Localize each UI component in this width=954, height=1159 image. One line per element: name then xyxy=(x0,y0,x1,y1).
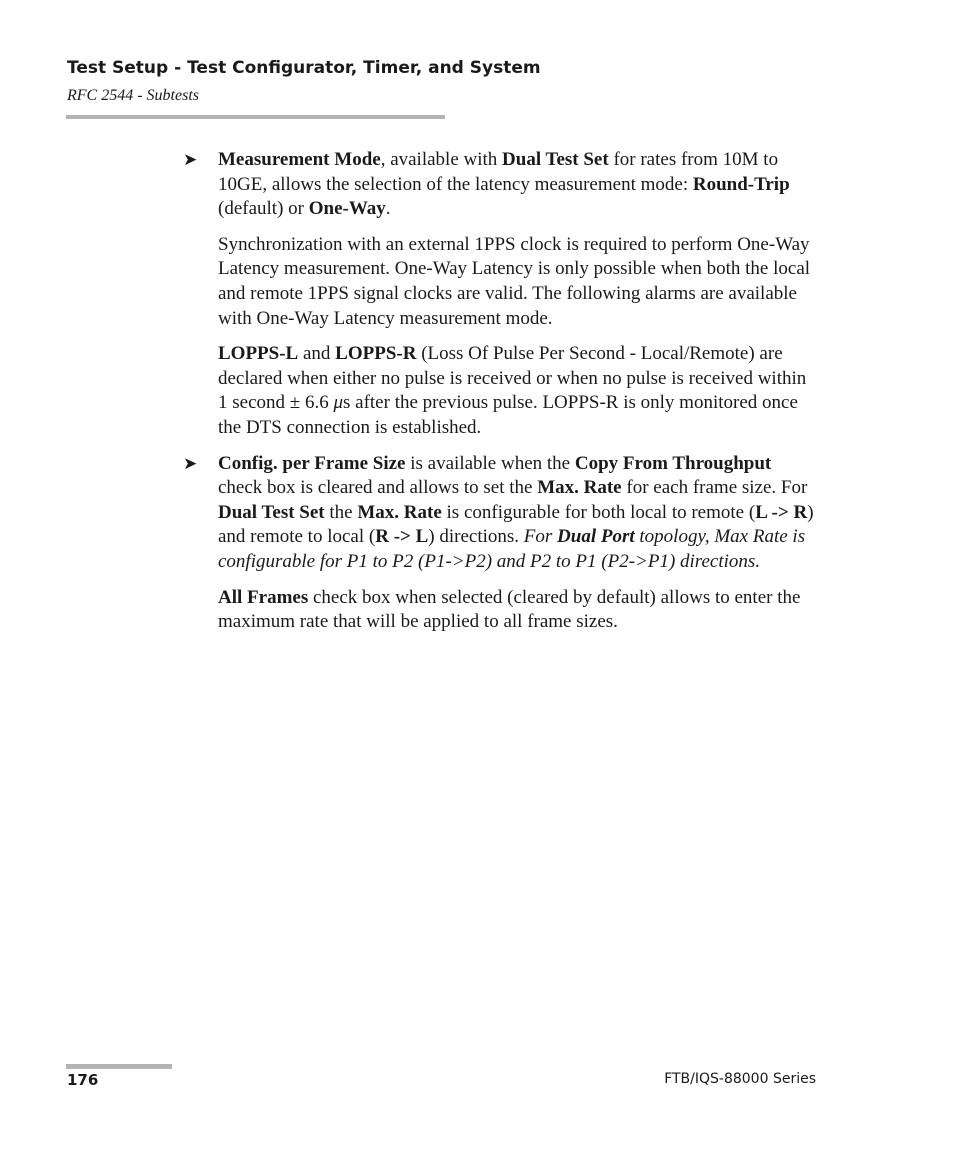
bullet-arrow-icon: ➤ xyxy=(183,453,198,473)
paragraph-synchronization: Synchronization with an external 1PPS clock is required to perform One-Way Latency measurement. One-Way Latency is only possible when both the local and remote 1PPS signal clocks are valid. The following alarms are available with One-Way Latency measurement mode. xyxy=(218,233,811,329)
paragraph-lopps: LOPPS-L and LOPPS-R (Loss Of Pulse Per Second - Local/Remote) are declared when either no pulse is received or when no pulse is received within 1 second ± 6.6 μs after the previous pulse. LOPPS-R is only monitored once the DTS connection is established. xyxy=(218,343,807,438)
header-divider xyxy=(66,115,445,119)
term-config-per-frame-size: Config. per Frame Size xyxy=(218,452,406,474)
bullet-arrow-icon: ➤ xyxy=(183,150,198,169)
body-content xyxy=(183,148,818,646)
paragraph-all-frames: All Frames check box when selected (cleared by default) allows to enter the maximum rate that will be applied to all frame sizes. xyxy=(218,586,801,633)
term-measurement-mode: Measurement Mode xyxy=(218,149,381,170)
bullet-config-per-frame-size: ➤ Config. per Frame Size is available when the Copy From Throughput check box is cleared and allows to set the Max. Rate for each frame size. For Dual Test Set the Max. Rate is configurable for both local to remote (L -> R) and remote to local (R -> L) directions. For Dual Port topology, Max Rate is configurable for P1 to P2 (P1->P2) and P2 to P1 (P2->P1) directions. xyxy=(183,452,814,572)
page-header-subtitle: RFC 2544 - Subtests xyxy=(67,87,199,104)
product-series: FTB/IQS-88000 Series xyxy=(664,1071,816,1087)
page-number: 176 xyxy=(67,1071,99,1089)
term-all-frames: All Frames xyxy=(218,586,309,608)
bullet-measurement-mode: ➤ Measurement Mode, available with Dual Test Set for rates from 10M to 10GE, allows the selection of the latency measurement mode: Round-Trip (default) or One-Way. xyxy=(183,149,790,220)
footer-divider xyxy=(66,1064,172,1069)
page-header-title: Test Setup - Test Configurator, Timer, and System xyxy=(67,58,541,78)
